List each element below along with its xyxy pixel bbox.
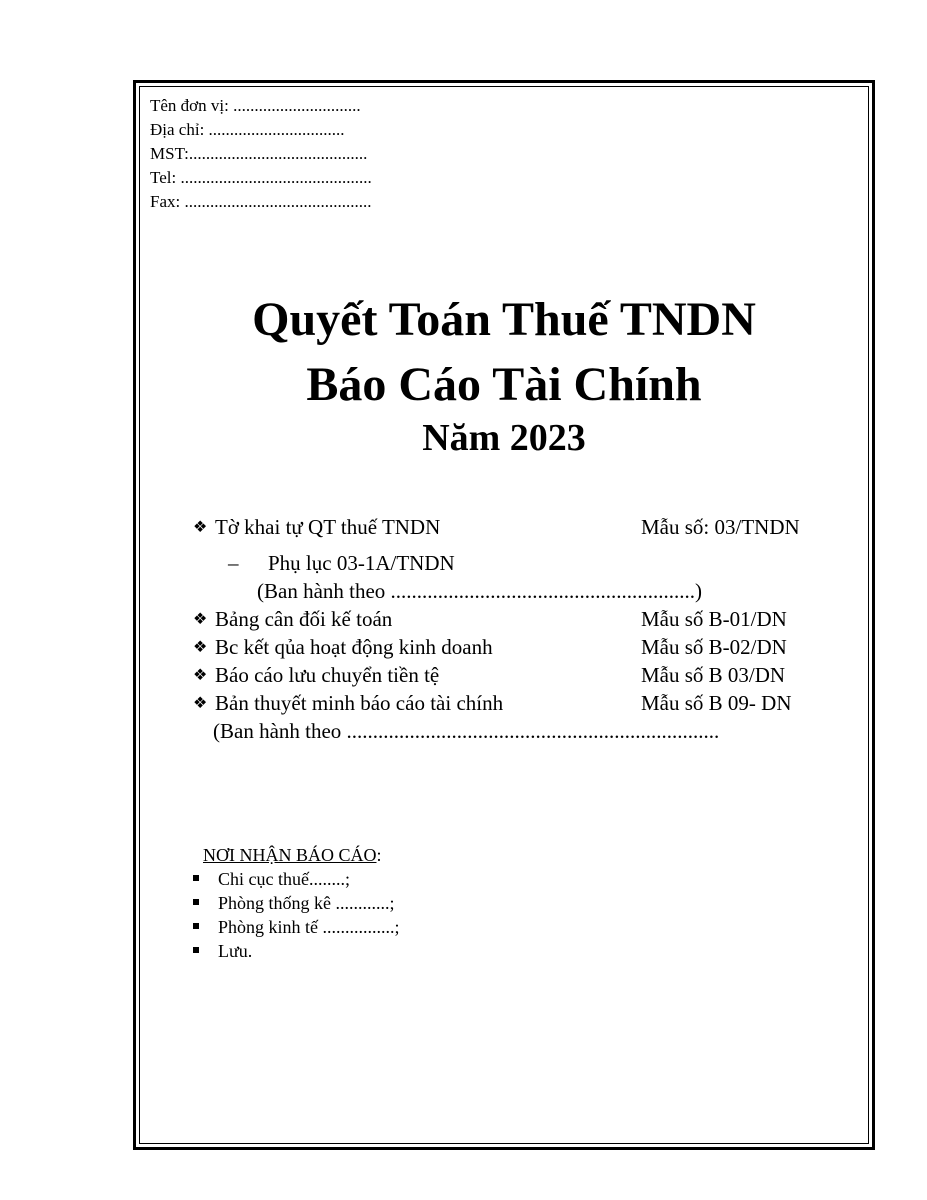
- recipients-heading-colon: :: [376, 845, 382, 865]
- recipients-heading: [203, 843, 382, 867]
- square-bullet-icon: [193, 923, 199, 929]
- item-label: Bản thuyết minh báo cáo tài chính: [215, 691, 504, 715]
- item-label: Tờ khai tự QT thuế TNDN: [215, 515, 441, 539]
- item-label: Bc kết qủa hoạt động kinh doanh: [215, 635, 493, 659]
- recipient-label: Chi cục thuế........;: [218, 869, 350, 889]
- item-form-code: Mẫu số B-02/DN: [641, 635, 787, 659]
- item-label: Bảng cân đối kế toán: [215, 607, 393, 631]
- diamond-bullet-icon: ❖: [193, 667, 208, 684]
- recipients-heading-text: NƠI NHẬN BÁO CÁO: [203, 845, 377, 865]
- square-bullet-icon: [193, 875, 199, 881]
- item-label: (Ban hành theo .......................................................................: [213, 719, 720, 743]
- title-tax-settlement: Quyết Toán Thuế TNDN: [252, 293, 756, 346]
- company-info: [150, 94, 372, 214]
- item-form-code: Mẫu số B 03/DN: [641, 663, 786, 687]
- square-bullet-icon: [193, 947, 199, 953]
- tax-code-line: MST:..........................................: [150, 144, 368, 163]
- address-line: Địa chỉ: ................................: [150, 120, 345, 139]
- list-item: [193, 915, 400, 939]
- fax-line: Fax: ............................................: [150, 192, 372, 211]
- recipient-label: Phòng kinh tế ................;: [218, 917, 400, 937]
- list-item: [193, 867, 400, 891]
- item-form-code: Mẫu số: 03/TNDN: [641, 515, 800, 539]
- item-label: (Ban hành theo ..........................................................): [257, 579, 703, 603]
- diamond-bullet-icon: ❖: [193, 695, 208, 712]
- diamond-bullet-icon: ❖: [193, 639, 208, 656]
- square-bullet-icon: [193, 899, 199, 905]
- item-label: Phụ lục 03-1A/TNDN: [268, 551, 455, 575]
- item-label: Báo cáo lưu chuyển tiền tệ: [215, 663, 440, 687]
- item-form-code: Mẫu số B 09- DN: [641, 691, 792, 715]
- diamond-bullet-icon: ❖: [193, 519, 208, 536]
- list-item: [193, 891, 400, 915]
- recipient-label: Lưu.: [218, 941, 253, 961]
- recipients-list: [193, 867, 400, 963]
- title-financial-report: Báo Cáo Tài Chính: [306, 358, 702, 411]
- recipient-label: Phòng thống kê ............;: [218, 893, 395, 913]
- dash-bullet-icon: –: [228, 551, 239, 575]
- tel-line: Tel: .............................................: [150, 168, 372, 187]
- diamond-bullet-icon: ❖: [193, 611, 208, 628]
- company-name-line: Tên đơn vị: ..............................: [150, 96, 361, 115]
- list-item: [193, 939, 400, 963]
- item-form-code: Mẫu số B-01/DN: [641, 607, 787, 631]
- title-year: Năm 2023: [422, 417, 586, 459]
